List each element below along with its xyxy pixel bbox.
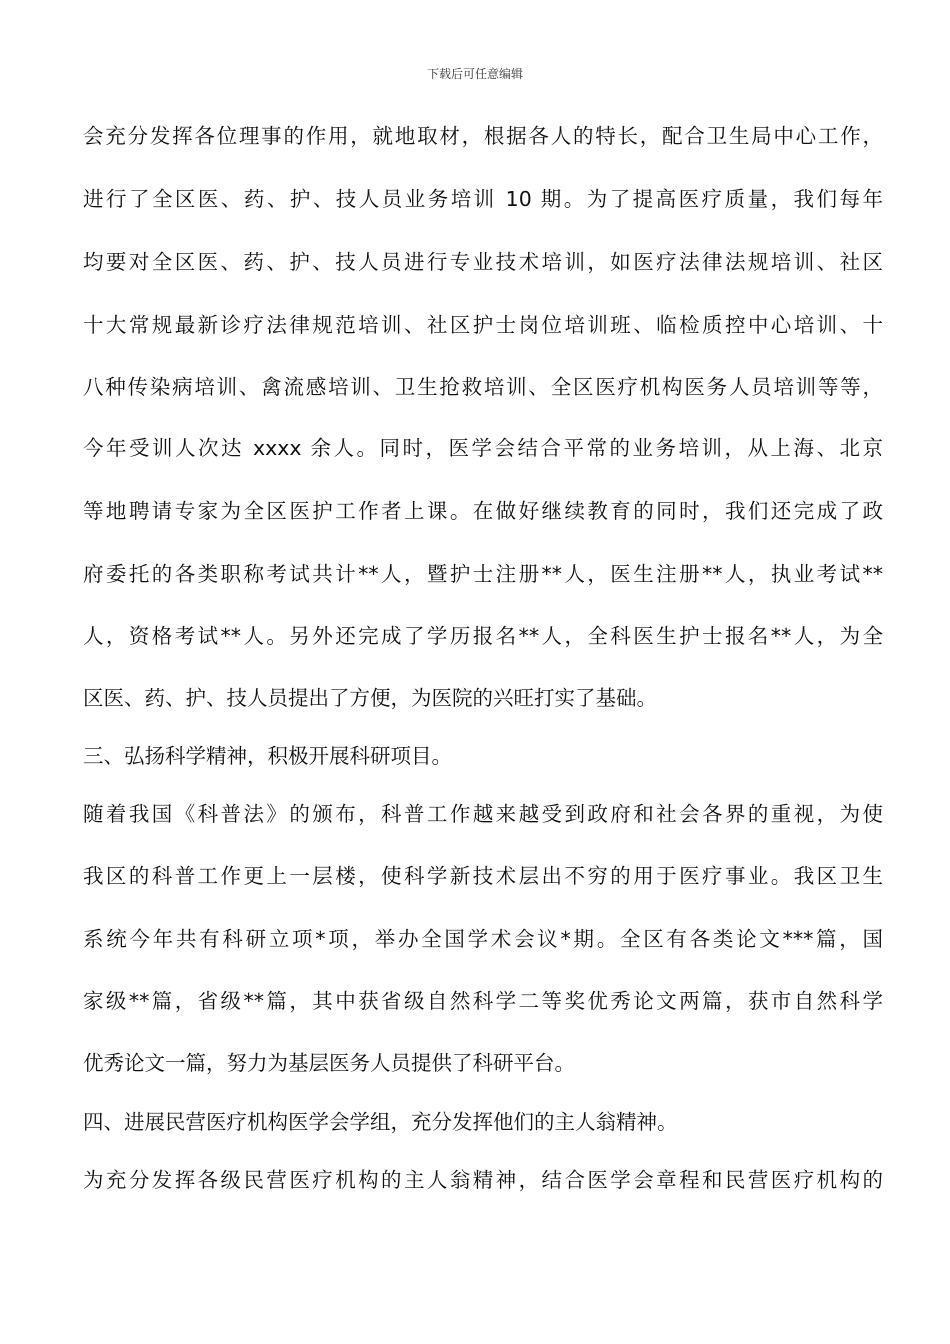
body-line: 均要对全区医、药、护、技人员进行专业技术培训，如医疗法律法规培训、社区 <box>83 250 883 274</box>
body-line: 我区的科普工作更上一层楼，使科学新技术层出不穷的用于医疗事业。我区卫生 <box>83 864 883 888</box>
body-line: 八种传染病培训、禽流感培训、卫生抢救培训、全区医疗机构医务人员培训等等， <box>83 375 883 399</box>
body-line: 等地聘请专家为全区医护工作者上课。在做好继续教育的同时，我们还完成了政 <box>83 499 883 523</box>
section-heading: 四、进展民营医疗机构医学会学组，充分发挥他们的主人翁精神。 <box>83 1110 678 1134</box>
body-line: 家级**篇，省级**篇，其中获省级自然科学二等奖优秀论文两篇，获市自然科学 <box>83 989 883 1013</box>
body-line: 系统今年共有科研立项*项，举办全国学术会议*期。全区有各类论文***篇，国 <box>83 927 883 951</box>
body-line: 会充分发挥各位理事的作用，就地取材，根据各人的特长，配合卫生局中心工作， <box>83 124 883 148</box>
section-heading: 三、弘扬科学精神，积极开展科研项目。 <box>83 744 452 768</box>
page-header: 下载后可任意编辑 <box>426 67 523 81</box>
body-line: 人，资格考试**人。另外还完成了学历报名**人，全科医生护士报名**人，为全 <box>83 624 883 648</box>
body-line: 十大常规最新诊疗法律规范培训、社区护士岗位培训班、临检质控中心培训、十 <box>83 313 883 337</box>
body-line: 进行了全区医、药、护、技人员业务培训 10 期。为了提高医疗质量，我们每年 <box>83 187 883 211</box>
body-line: 区医、药、护、技人员提出了方便，为医院的兴旺打实了基础。 <box>83 686 657 710</box>
body-line: 随着我国《科普法》的颁布，科普工作越来越受到政府和社会各界的重视，为使 <box>83 802 883 826</box>
body-line: 优秀论文一篇，努力为基层医务人员提供了科研平台。 <box>83 1051 575 1075</box>
body-line: 今年受训人次达 xxxx 余人。同时，医学会结合平常的业务培训，从上海、北京 <box>83 436 883 460</box>
body-line: 为充分发挥各级民营医疗机构的主人翁精神，结合医学会章程和民营医疗机构的 <box>83 1168 883 1192</box>
body-line: 府委托的各类职称考试共计**人，暨护士注册**人，医生注册**人，执业考试** <box>83 562 883 586</box>
